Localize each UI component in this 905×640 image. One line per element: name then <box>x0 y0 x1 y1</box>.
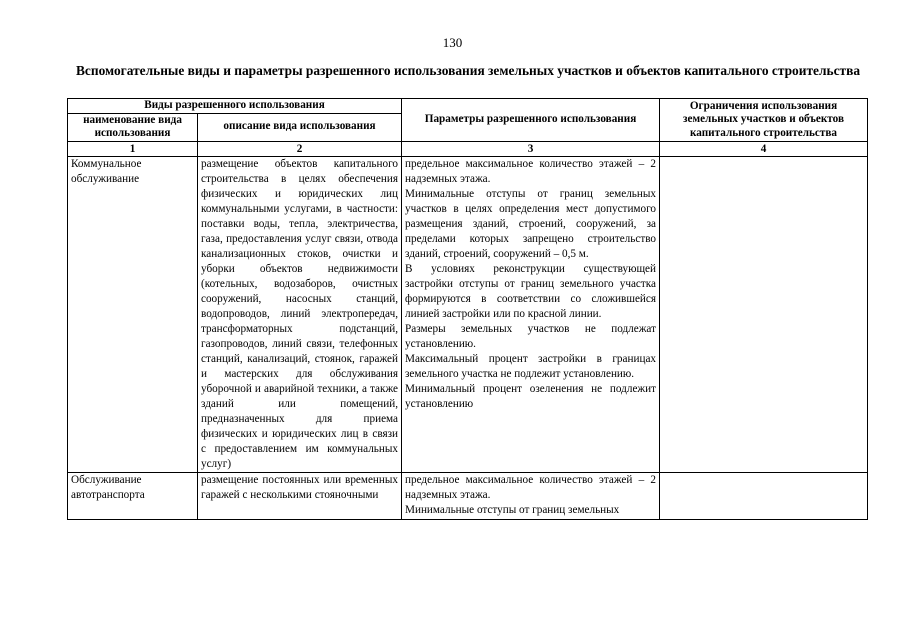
column-number: 3 <box>402 141 660 156</box>
table-row <box>68 472 868 519</box>
param-paragraph: Минимальные отступы от границ земельных участков в целях определения мест допустимого размещения зданий, строений, сооружений, за пределами которых запрещено строительство зданий, строений, сооружений – 0,5 м. <box>405 187 657 260</box>
usage-limits <box>660 156 868 472</box>
header-row-1 <box>68 99 868 114</box>
usage-description-text: размещение постоянных или временных гаражей с несколькими стояночными <box>201 473 399 501</box>
param-paragraph: Максимальный процент застройки в границах земельного участка не подлежит установлению. <box>405 352 657 380</box>
header-description: описание вида использования <box>198 113 402 141</box>
param-paragraph: Минимальные отступы от границ земельных <box>405 503 620 516</box>
usage-name-text: Обслуживание автотранспорта <box>71 473 145 501</box>
usage-table <box>67 98 868 520</box>
column-number: 2 <box>198 141 402 156</box>
usage-name: Коммунальное обслуживание <box>68 156 198 472</box>
header-usage-types: Виды разрешенного использования <box>68 99 402 114</box>
table-row <box>68 156 868 472</box>
param-paragraph: предельное максимальное количество этажей – 2 надземных этажа. <box>405 473 657 501</box>
column-numbers-row <box>68 141 868 156</box>
usage-name <box>68 472 198 519</box>
usage-limits <box>660 472 868 519</box>
usage-params <box>402 472 660 519</box>
column-number: 4 <box>660 141 868 156</box>
header-params: Параметры разрешенного использования <box>402 99 660 142</box>
usage-description: размещение объектов капитального строительства в целях обеспечения физических и юридических лиц коммунальными услугами, в частности: поставки воды, тепла, электричества, газа, предоставления услуг связи, отвода канализационных стоков, очистки и уборки объектов недвижимости (котельных, водозаборов, очистных сооружений, насосных станций, водопроводов, линий электропередач, трансформаторных подстанций, газопроводов, линий связи, телефонных станций, канализаций, стоянок, гаражей и мастерских для обслуживания уборочной и аварийной техники, а также зданий или помещений, предназначенных для приема физических и юридических лиц в связи с предоставлением им коммунальных услуг) <box>198 156 402 472</box>
header-limits: Ограничения использования земельных участков и объектов капитального строительства <box>660 99 868 142</box>
column-number: 1 <box>68 141 198 156</box>
param-paragraph: предельное максимальное количество этажей – 2 надземных этажа. <box>405 157 657 185</box>
page-number: 130 <box>442 35 463 50</box>
usage-description <box>198 472 402 519</box>
param-paragraph: В условиях реконструкции существующей застройки отступы от границ земельного участка формируются в соответствии со сложившейся линией застройки или по красной линии. <box>405 262 657 320</box>
usage-params <box>402 156 660 472</box>
param-paragraph: Размеры земельных участков не подлежат установлению. <box>405 322 657 350</box>
header-name: наименование вида использования <box>68 113 198 141</box>
param-paragraph: Минимальный процент озеленения не подлежит установлению <box>405 382 657 410</box>
document-title: Вспомогательные виды и параметры разрешенного использования земельных участков и объектов капитального строительства <box>76 63 861 78</box>
